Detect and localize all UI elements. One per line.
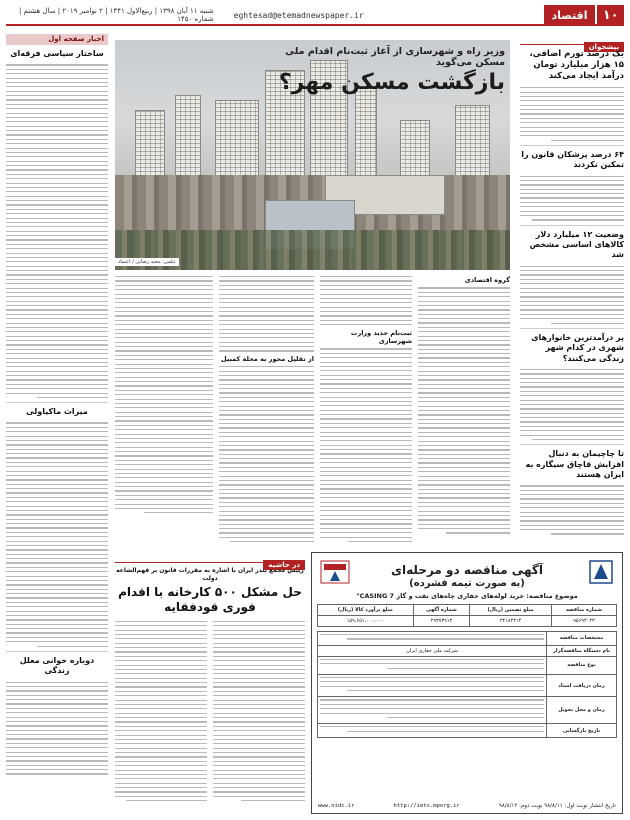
main-body — [115, 276, 510, 546]
story-title[interactable]: دوباره خوانی معلل زندگی — [19, 655, 95, 676]
story-title[interactable]: وضعیت ۱۲ میلیارد دلار کالاهای اساسی مشخص شد — [529, 229, 624, 260]
ad-cell: ۱۵۹،۶۵۱،۰۰۰،۰۰۰ — [318, 616, 414, 627]
ad-label: زمان و محل تحویل — [547, 697, 617, 724]
story-title[interactable]: پر درآمدترین خانوارهای شهری در کدام شهر زندگی می‌کنند؟ — [531, 332, 624, 363]
story-body — [6, 422, 108, 646]
story-body — [520, 87, 624, 141]
middle-kicker: رییس مجمع بندر ایران با اشاره به مقررات قانون بر فهم‌الشاعه دولت — [116, 567, 304, 582]
page-header — [6, 6, 624, 26]
ad-label: تاریخ بازگشایی — [547, 724, 617, 738]
story-body — [520, 485, 624, 534]
story-title[interactable]: یک درصد تورم اضافی، ۱۵ هزار میلیارد تومان درآمد ایجاد می‌کند — [529, 49, 624, 82]
ad-website-link[interactable]: www.nidc.ir — [318, 803, 355, 809]
section-email[interactable]: eghtesad@etemadnewspaper.ir — [233, 10, 364, 20]
ad-label: زمان دریافت اسناد — [547, 674, 617, 697]
column-tag: پیشخوان — [584, 42, 624, 52]
page-number: ۱۰ — [597, 5, 624, 25]
story-body — [520, 266, 624, 324]
story-body — [520, 176, 624, 221]
subhead: ثبت‌نام جدید وزارت شهرسازی — [350, 328, 412, 345]
ad-table — [317, 604, 617, 627]
left-column — [6, 34, 108, 814]
story-body — [6, 64, 108, 398]
ad-value: شرکت ملی حفاری ایران — [318, 645, 547, 656]
ad-col-header: شماره مناقصه — [551, 605, 616, 616]
story-body — [6, 682, 108, 775]
ad-cell: ۹۵۶۹۳۰۴۳ — [551, 616, 616, 627]
middle-story — [115, 552, 305, 814]
story-title[interactable]: ۶۴ درصد پزشکان قانون را تمکین نکردند — [521, 149, 624, 170]
photo-caption: عکس: مجید رضایی / اعتماد — [115, 258, 179, 266]
company-logo-icon — [588, 559, 614, 585]
ad-publish-date: تاریخ انتشار نوبت اول: ۹۸/۸/۱۱ نوبت دوم: ۹۸/۸/۱۲ — [498, 803, 616, 809]
ad-website-link[interactable]: http://iets.mporg.ir — [393, 803, 460, 809]
column-tag: اخبار صفحه اول — [6, 34, 108, 45]
ad-label: مشخصات مناقصه — [547, 632, 617, 646]
story-body — [520, 369, 624, 440]
middle-headline[interactable]: حل مشکل ۵۰۰ کارخانه با اقدام فوری قودفقایه — [118, 584, 302, 615]
ad-footer — [318, 803, 616, 809]
drilling-company-logo-icon — [320, 559, 350, 585]
story-title[interactable]: ساختار سیاسی فرقه‌ای — [10, 49, 104, 58]
column-tag: در حاشیه — [263, 560, 305, 570]
main-headline[interactable]: بازگشت مسکن مهر؟ — [278, 70, 505, 95]
ad-subtitle: (به صورت تیمه فشرده) — [409, 578, 525, 589]
main-headline-block — [270, 46, 505, 95]
ad-label: نام دستگاه مناقصه‌گزار — [547, 645, 617, 656]
main-kicker: وزیر راه و شهرسازی از آغاز ثبت‌نام اقدام ملی مسکن می‌گوید — [285, 46, 505, 68]
ad-title: آگهی مناقصه دو مرحله‌ای — [391, 563, 543, 577]
subhead: از تقلیل محور به محلة کمبیل — [221, 354, 314, 363]
story-title[interactable]: تا چاچیمان به دنبال افزایش قاچاق سیگاره به ایران هستند — [525, 449, 624, 479]
ad-cell: ۲۹۳۷۳۹۱۳ — [413, 616, 470, 627]
ad-cell: ۳۴۱۸۴۳۱۴ — [470, 616, 552, 627]
ad-col-header: مبلغ برآورد کالا (ریال) — [318, 605, 414, 616]
story-title[interactable]: میراث ماکیاولی — [26, 407, 88, 417]
ad-subject: موضوع مناقصه: خرید لوله‌های حفاری چاه‌های نفت و گاز CASING 7" — [356, 592, 578, 600]
tender-advertisement — [311, 552, 623, 814]
ad-details-table — [317, 631, 617, 738]
section-name: اقتصاد — [544, 5, 596, 25]
issue-line: شنبه ۱۱ آبان ۱۳۹۸ | ربیع‌الاول ۱۴۴۱ | ۲ نوامبر ۲۰۱۹ | سال هشتم | شماره ۱۴۵۰ — [18, 7, 214, 23]
ad-col-header: شماره آگهی — [413, 605, 470, 616]
byline: گروه اقتصادی — [464, 276, 510, 284]
ad-col-header: مبلغ تضمین (ریال) — [470, 605, 552, 616]
ad-label: نوع مناقصه — [547, 656, 617, 674]
